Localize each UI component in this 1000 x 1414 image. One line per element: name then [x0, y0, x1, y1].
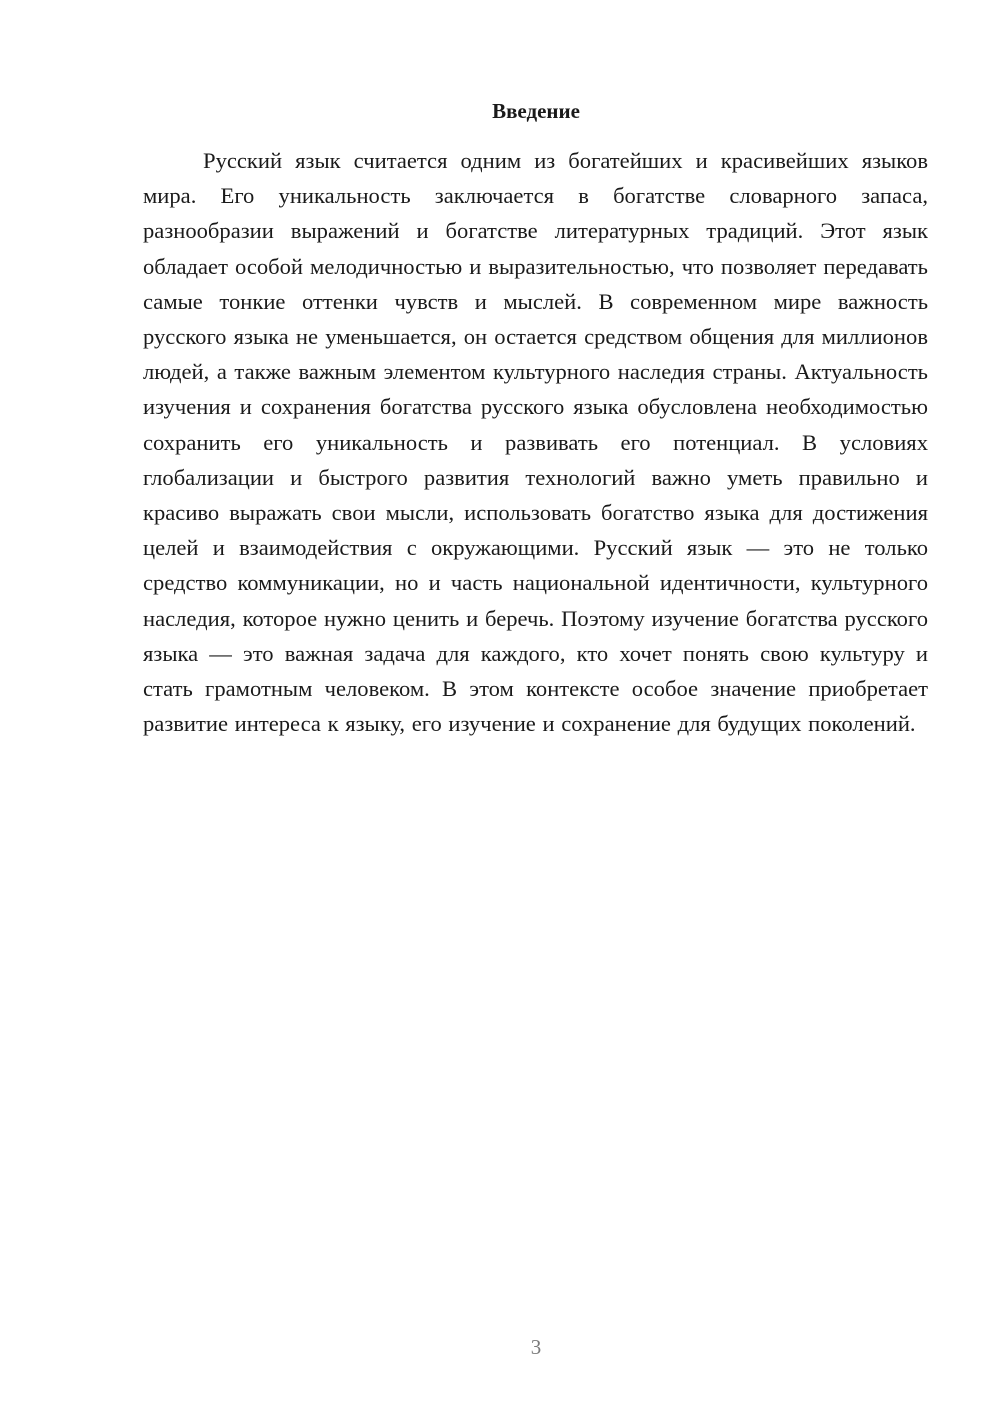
page-number: 3 — [530, 1335, 542, 1359]
introduction-paragraph: Русский язык считается одним из богатейших и красивейших языков мира. Его уникальность заключается в богатстве словарного запаса, разнообразии выражений и богатстве литературных традиций. Этот язык обладает особой мелодичностью и выразительностью, что позволяет передавать самые тонкие оттенки чувств и мыслей. В современном мире важность русского языка не уменьшается, он остается средством общения для миллионов людей, а также важным элементом культурного наследия страны. Актуальность изучения и сохранения богатства русского языка обусловлена необходимостью сохранить его уникальность и развивать его потенциал. В условиях глобализации и быстрого развития технологий важно уметь правильно и красиво выражать свои мысли, использовать богатство языка для достижения целей и взаимодействия с окружающими. Русский язык — это не только средство коммуникации, но и часть национальной идентичности, культурного наследия, которое нужно ценить и беречь. Поэтому изучение богатства русского языка — это важная задача для каждого, кто хочет понять свою культуру и стать грамотным человеком. В этом контексте особое значение приобретает развитие интереса к языку, его изучение и сохранение для будущих поколений. — [143, 148, 928, 737]
section-heading: Введение — [492, 99, 580, 123]
